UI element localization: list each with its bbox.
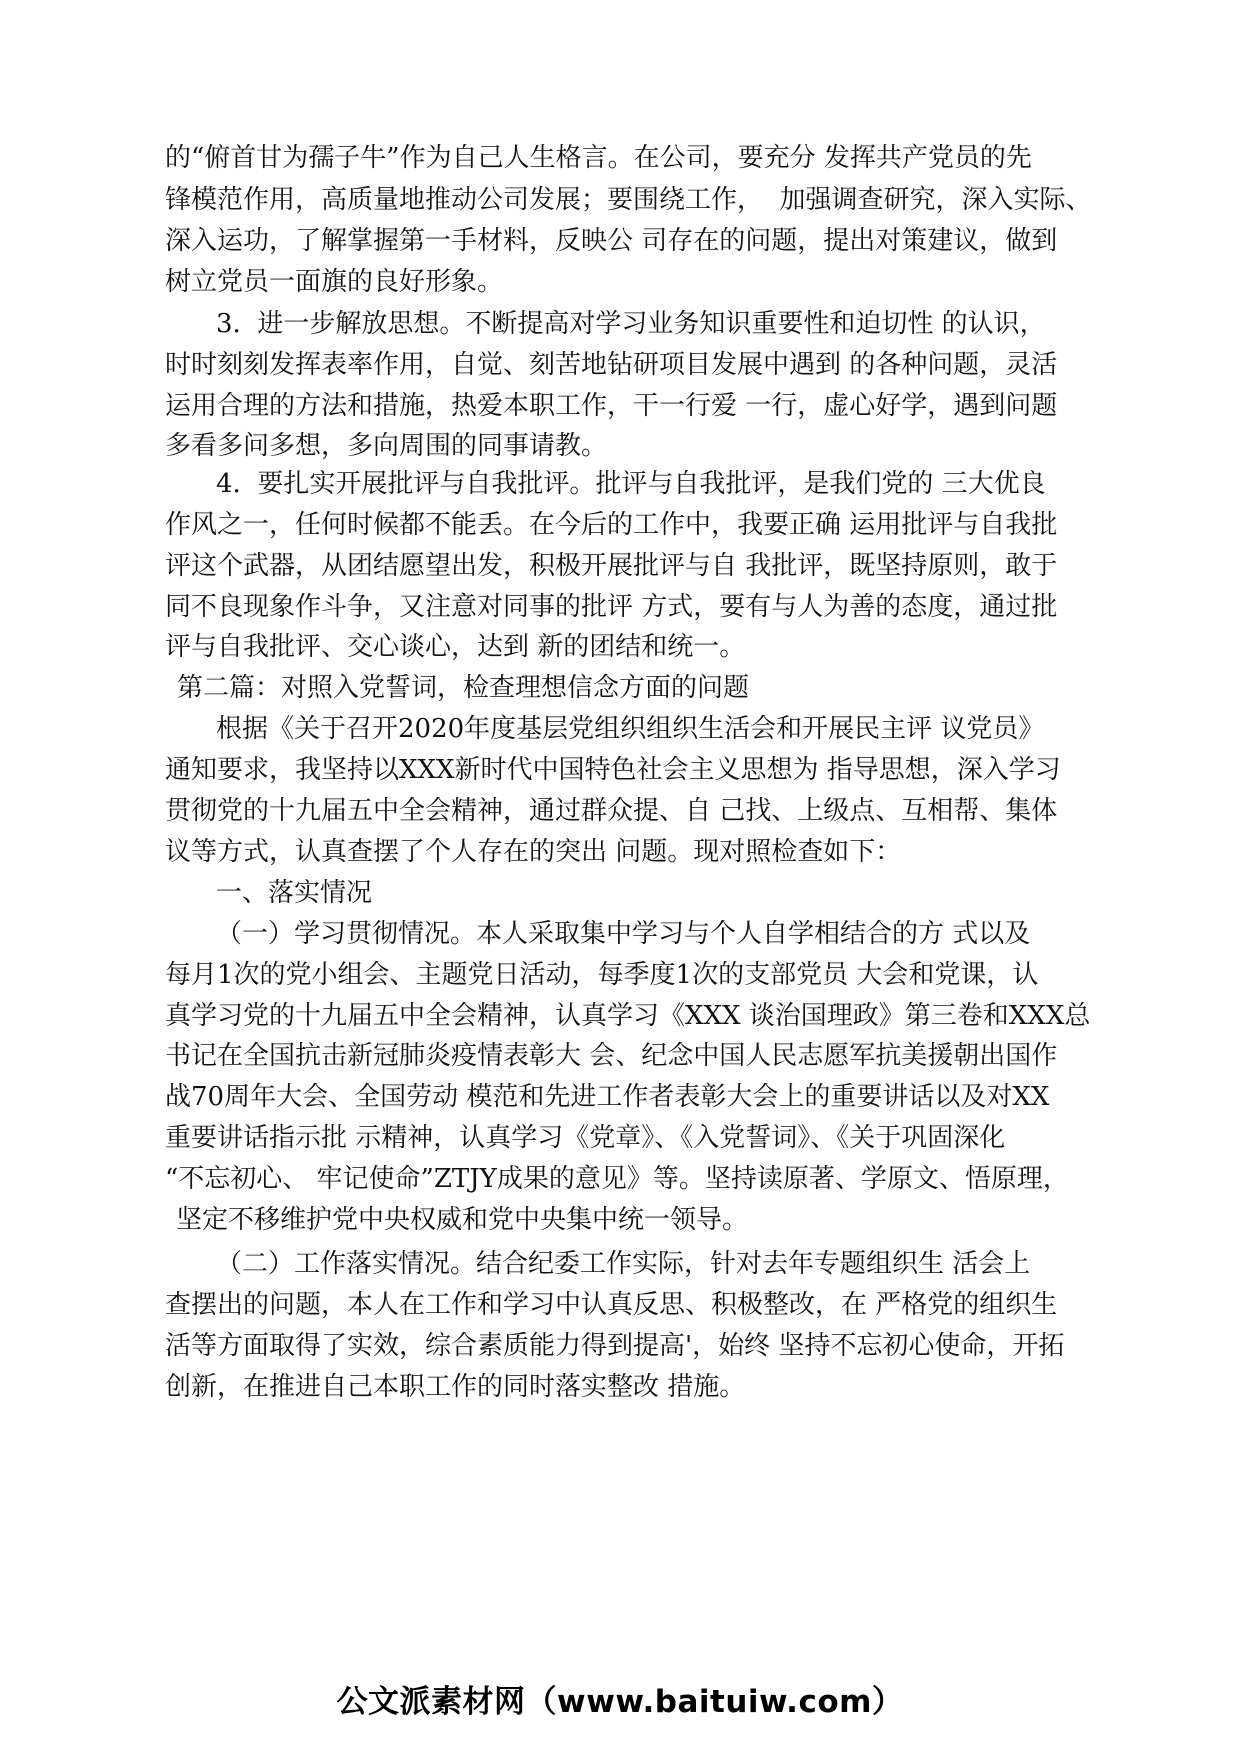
text-line: 深入运功，了解掌握第一手材料，反映公 司存在的问题，提出对策建议，做到: [165, 226, 1058, 256]
text-line: 运用合理的方法和措施，热爱本职工作，干一行爱 一行，虚心好学，遇到问题: [165, 391, 1058, 421]
text-line: 4. 要扎实开展批评与自我批评。批评与自我批评，是我们党的 三大优良: [216, 469, 1046, 499]
text-line: 评这个武器，从团结愿望出发，积极开展批评与自 我批评，既坚持原则，敢于: [165, 551, 1058, 581]
text-line: 3. 进一步解放思想。不断提高对学习业务知识重要性和迫切性 的认识，: [216, 309, 1046, 339]
text-line: 时时刻刻发挥表率作用，自觉、刻苦地钻研项目发展中遇到 的各种问题，灵活: [165, 350, 1058, 380]
text-line: 真学习党的十九届五中全会精神，认真学习《XXX 谈治国理政》第三卷和XXX总: [165, 1001, 1091, 1031]
text-line: 坚定不移维护党中央权威和党中央集中统一领导。: [176, 1205, 749, 1235]
subsection-heading: 一、落实情况: [216, 878, 373, 908]
text-line: 书记在全国抗击新冠肺炎疫情表彰大 会、纪念中国人民志愿军抗美援朝出国作: [165, 1041, 1058, 1071]
text-line: 锋模范作用，高质量地推动公司发展；要围绕工作， 加强调查研究，深入实际、: [165, 185, 1092, 215]
text-line: （一）学习贯彻情况。本人采取集中学习与个人自学相结合的方 式以及: [216, 919, 1031, 949]
text-line: 的“俯首甘为孺子牛”作为自己人生格言。在公司，要充分 发挥共产党员的先: [165, 143, 1032, 173]
text-line: “不忘初心、 牢记使命”ZTJY成果的意见》等。坚持读原著、学原文、悟原理，: [165, 1164, 1069, 1194]
text-line: 每月1次的党小组会、主题党日活动，每季度1次的支部党员 大会和党课，认: [165, 960, 1039, 990]
text-line: 贯彻党的十九届五中全会精神，通过群众提、自 己找、上级点、互相帮、集体: [165, 796, 1058, 826]
text-line: 议等方式，认真查摆了个人存在的突出 问题。现对照检查如下：: [165, 837, 902, 867]
text-line: 通知要求，我坚持以XXX新时代中国特色社会主义思想为 指导思想，深入学习: [165, 755, 1061, 785]
text-line: 创新，在推进自己本职工作的同时落实整改 措施。: [165, 1372, 746, 1402]
text-line: 查摆出的问题，本人在工作和学习中认真反思、积极整改，在 严格党的组织生: [165, 1290, 1058, 1320]
text-line: 重要讲话指示批 示精神，认真学习《党章》、《入党誓词》、《关于巩固深化: [165, 1123, 1006, 1153]
text-line: （二）工作落实情况。结合纪委工作实际，针对去年专题组织生 活会上: [216, 1249, 1031, 1279]
footer-watermark: 公文派素材网（www.baituiw.com）: [336, 1684, 904, 1720]
text-line: 作风之一，任何时候都不能丢。在今后的工作中，我要正确 运用批评与自我批: [165, 510, 1058, 540]
text-line: 活等方面取得了实效，综合素质能力得到提高'，始终 坚持不忘初心使命，开拓: [165, 1331, 1065, 1361]
text-line: 同不良现象作斗争，又注意对同事的批评 方式，要有与人为善的态度，通过批: [165, 592, 1058, 622]
section-heading: 第二篇：对照入党誓词，检查理想信念方面的问题: [177, 673, 750, 703]
text-line: 评与自我批评、交心谈心，达到 新的团结和统一。: [165, 632, 746, 662]
text-line: 根据《关于召开2020年度基层党组织组织生活会和开展民主评 议党员》: [216, 714, 1045, 744]
text-line: 树立党员一面旗的良好形象。: [165, 267, 504, 297]
text-line: 多看多问多想，多向周围的同事请教。: [165, 431, 608, 461]
text-line: 战70周年大会、全国劳动 模范和先进工作者表彰大会上的重要讲话以及对XX: [165, 1082, 1050, 1112]
